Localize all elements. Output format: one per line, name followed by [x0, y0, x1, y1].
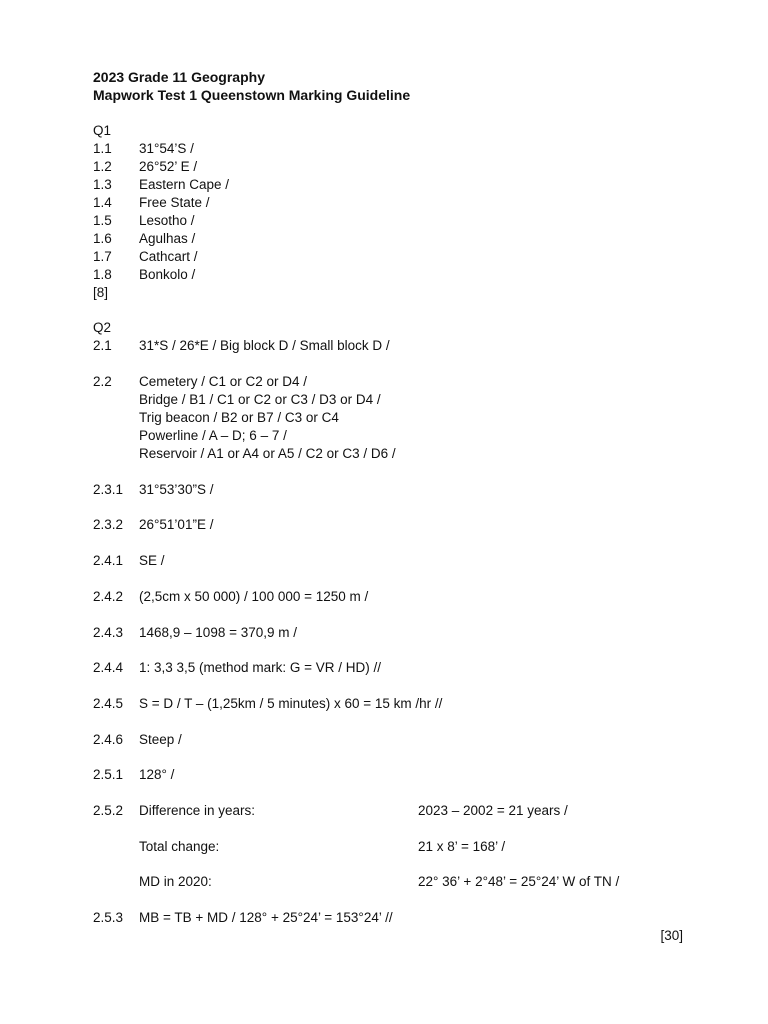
answer-2-2-line-4: Powerline / A – D; 6 – 7 / [139, 428, 287, 444]
answer-2-4-1: 2.4.1 SE / [93, 553, 165, 569]
answer-2-5-2-row-2: Total change: 21 x 8’ = 168’ / [139, 838, 506, 854]
answer-2-2-line-5: Reservoir / A1 or A4 or A5 / C2 or C3 / D6 / [139, 446, 396, 462]
answer-1-6: 1.6 Agulhas / [93, 230, 196, 246]
q2-total: [30] [660, 928, 683, 943]
answer-1-3: 1.3 Eastern Cape / [93, 176, 230, 192]
q1-heading: Q1 [93, 122, 112, 138]
answer-2-5-2-row-1: 2.5.2 Difference in years: 2023 – 2002 = 21 years / [93, 802, 568, 818]
q1-total: [8] [93, 284, 109, 300]
answer-2-4-4: 2.4.4 1: 3,3 3,5 (method mark: G = VR / HD) // [93, 660, 381, 676]
answer-2-1: 2.1 31*S / 26*E / Big block D / Small block D / [93, 338, 390, 354]
answer-1-2: 1.2 26°52’ E / [93, 158, 198, 174]
answer-2-2-line-3: Trig beacon / B2 or B7 / C3 or C4 [139, 410, 339, 426]
q2-heading: Q2 [93, 320, 112, 336]
answer-2-2-line-2: Bridge / B1 / C1 or C2 or C3 / D3 or D4 / [139, 392, 381, 408]
answer-1-4: 1.4 Free State / [93, 194, 210, 210]
document-subtitle: Mapwork Test 1 Queenstown Marking Guideline [93, 87, 411, 103]
document-title: 2023 Grade 11 Geography [93, 69, 265, 85]
answer-2-5-3: 2.5.3 MB = TB + MD / 128° + 25°24’ = 153°24’ // [93, 910, 393, 925]
answer-1-5: 1.5 Lesotho / [93, 212, 195, 228]
answer-2-5-1: 2.5.1 128° / [93, 767, 175, 783]
answer-2-4-6: 2.4.6 Steep / [93, 731, 182, 747]
answer-2-5-2-row-3: MD in 2020: 22° 36’ + 2°48’ = 25°24’ W of TN / [139, 874, 620, 890]
answer-2-4-3: 2.4.3 1468,9 – 1098 = 370,9 m / [93, 624, 297, 640]
answer-2-3-2: 2.3.2 26°51’01”E / [93, 517, 214, 533]
answer-2-3-1: 2.3.1 31°53’30”S / [93, 481, 214, 497]
answer-1-1: 1.1 31°54’S / [93, 140, 194, 156]
answer-2-2-line-1: 2.2 Cemetery / C1 or C2 or D4 / [93, 374, 308, 390]
answer-2-4-5: 2.4.5 S = D / T – (1,25km / 5 minutes) x 60 = 15 km /hr // [93, 695, 443, 711]
answer-2-4-2: 2.4.2 (2,5cm x 50 000) / 100 000 = 1250 m / [93, 588, 369, 604]
answer-1-7: 1.7 Cathcart / [93, 248, 198, 264]
answer-1-8: 1.8 Bonkolo / [93, 266, 196, 282]
marking-guideline-page [93, 68, 683, 945]
